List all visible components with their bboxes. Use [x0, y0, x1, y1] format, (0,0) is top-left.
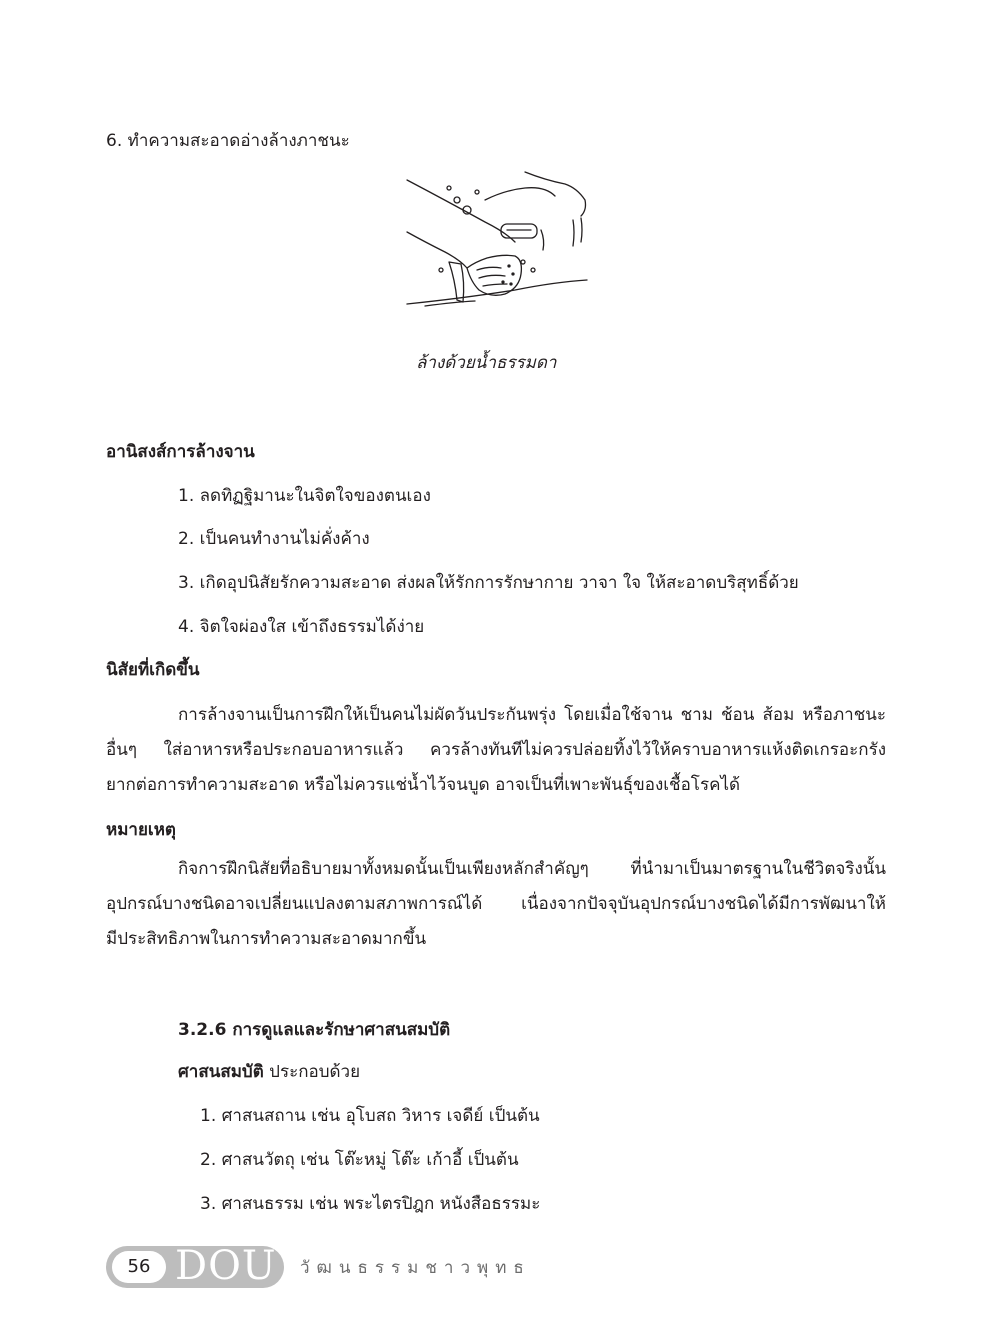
finger-line	[477, 267, 501, 270]
list-item: 1. ศาสนสถาน เช่น อุโบสถ วิหาร เจดีย์ เป็นต้น	[200, 1106, 540, 1126]
intro-rest: ประกอบด้วย	[263, 1062, 361, 1082]
finger-line	[483, 284, 507, 286]
subsection-title: 3.2.6 การดูแลและรักษาศาสนสมบัติ	[178, 1020, 451, 1040]
paragraph-line: อื่นๆ ใส่อาหารหรือประกอบอาหารแล้ว ควรล้างทันทีไม่ควรปล่อยทิ้งไว้ให้คราบอาหารแห้งติดเกรอะกรัง	[106, 740, 886, 760]
book-title: วัฒนธรรมชาวพุทธ	[300, 1258, 531, 1278]
brand-logo-text: DOU	[175, 1243, 277, 1289]
bubble	[475, 190, 479, 194]
sponge-dot	[502, 281, 504, 283]
right-hand-line	[485, 188, 555, 200]
sink-washing-illustration	[405, 170, 590, 310]
water-stream-line	[541, 230, 544, 250]
sponge-dot	[510, 283, 512, 285]
list-item: 2. เป็นคนทำงานไม่คั่งค้าง	[178, 529, 370, 549]
habits-title: นิสัยที่เกิดขึ้น	[106, 660, 200, 680]
figure-caption: ล้างด้วยน้ำธรรมดา	[416, 353, 557, 373]
note-title: หมายเหตุ	[106, 820, 176, 840]
list-item: 3. ศาสนธรรม เช่น พระไตรปิฎก หนังสือธรรมะ	[200, 1194, 541, 1214]
sponge-dot	[512, 273, 514, 275]
sponge-dot	[508, 265, 510, 267]
paragraph-line: กิจการฝึกนิสัยที่อธิบายมาทั้งหมดนั้นเป็นเพียงหลักสำคัญๆ ที่นำมาเป็นมาตรฐานในชีวิตจริงนั้น	[178, 859, 886, 879]
intro-term: ศาสนสมบัติ	[178, 1062, 264, 1082]
page-number: 56	[112, 1251, 166, 1283]
dish-shape	[449, 262, 464, 302]
left-arm-lower-line	[407, 232, 467, 268]
paragraph-line: การล้างจานเป็นการฝึกให้เป็นคนไม่ผัดวันประกันพรุ่ง โดยเมื่อใช้จาน ชาม ช้อน ส้อม หรือภาชนะ	[178, 705, 886, 725]
benefits-title: อานิสงส์การล้างจาน	[106, 442, 255, 462]
list-item: 4. จิตใจผ่องใส เข้าถึงธรรมได้ง่าย	[178, 617, 425, 637]
paragraph-line: ยากต่อการทำความสะอาด หรือไม่ควรแช่น้ำไว้จนบูด อาจเป็นที่เพาะพันธุ์ของเชื้อโรคได้	[106, 775, 741, 795]
paragraph-line: มีประสิทธิภาพในการทำความสะอาดมากขึ้น	[106, 929, 427, 949]
right-arm-line	[525, 172, 586, 216]
sink-rim-line	[407, 280, 587, 304]
bubble	[447, 186, 451, 190]
paragraph-line: อุปกรณ์บางชนิดอาจเปลี่ยนแปลงตามสภาพการณ์ได้ เนื่องจากปัจจุบันอุปกรณ์บางชนิดได้มีการพัฒนาให้	[106, 894, 886, 914]
list-item: 1. ลดทิฏฐิมานะในจิตใจของตนเอง	[178, 486, 431, 506]
subsection-intro	[178, 1058, 360, 1085]
bubble	[531, 268, 535, 272]
list-item: 2. ศาสนวัตถุ เช่น โต๊ะหมู่ โต๊ะ เก้าอี้ เป็นต้น	[200, 1150, 519, 1170]
finger-line	[479, 275, 505, 278]
list-item: 3. เกิดอุปนิสัยรักความสะอาด ส่งผลให้รักการรักษากาย วาจา ใจ ให้สะอาดบริสุทธิ์ด้วย	[178, 573, 799, 593]
water-stream-line	[573, 220, 574, 246]
bubble	[521, 260, 525, 264]
bubble	[454, 197, 460, 203]
water-stream-line	[581, 218, 582, 242]
tap-shape	[501, 224, 537, 238]
section-heading: 6. ทำความสะอาดอ่างล้างภาชนะ	[106, 131, 350, 151]
left-arm-line	[407, 180, 515, 242]
bubble	[439, 268, 443, 272]
